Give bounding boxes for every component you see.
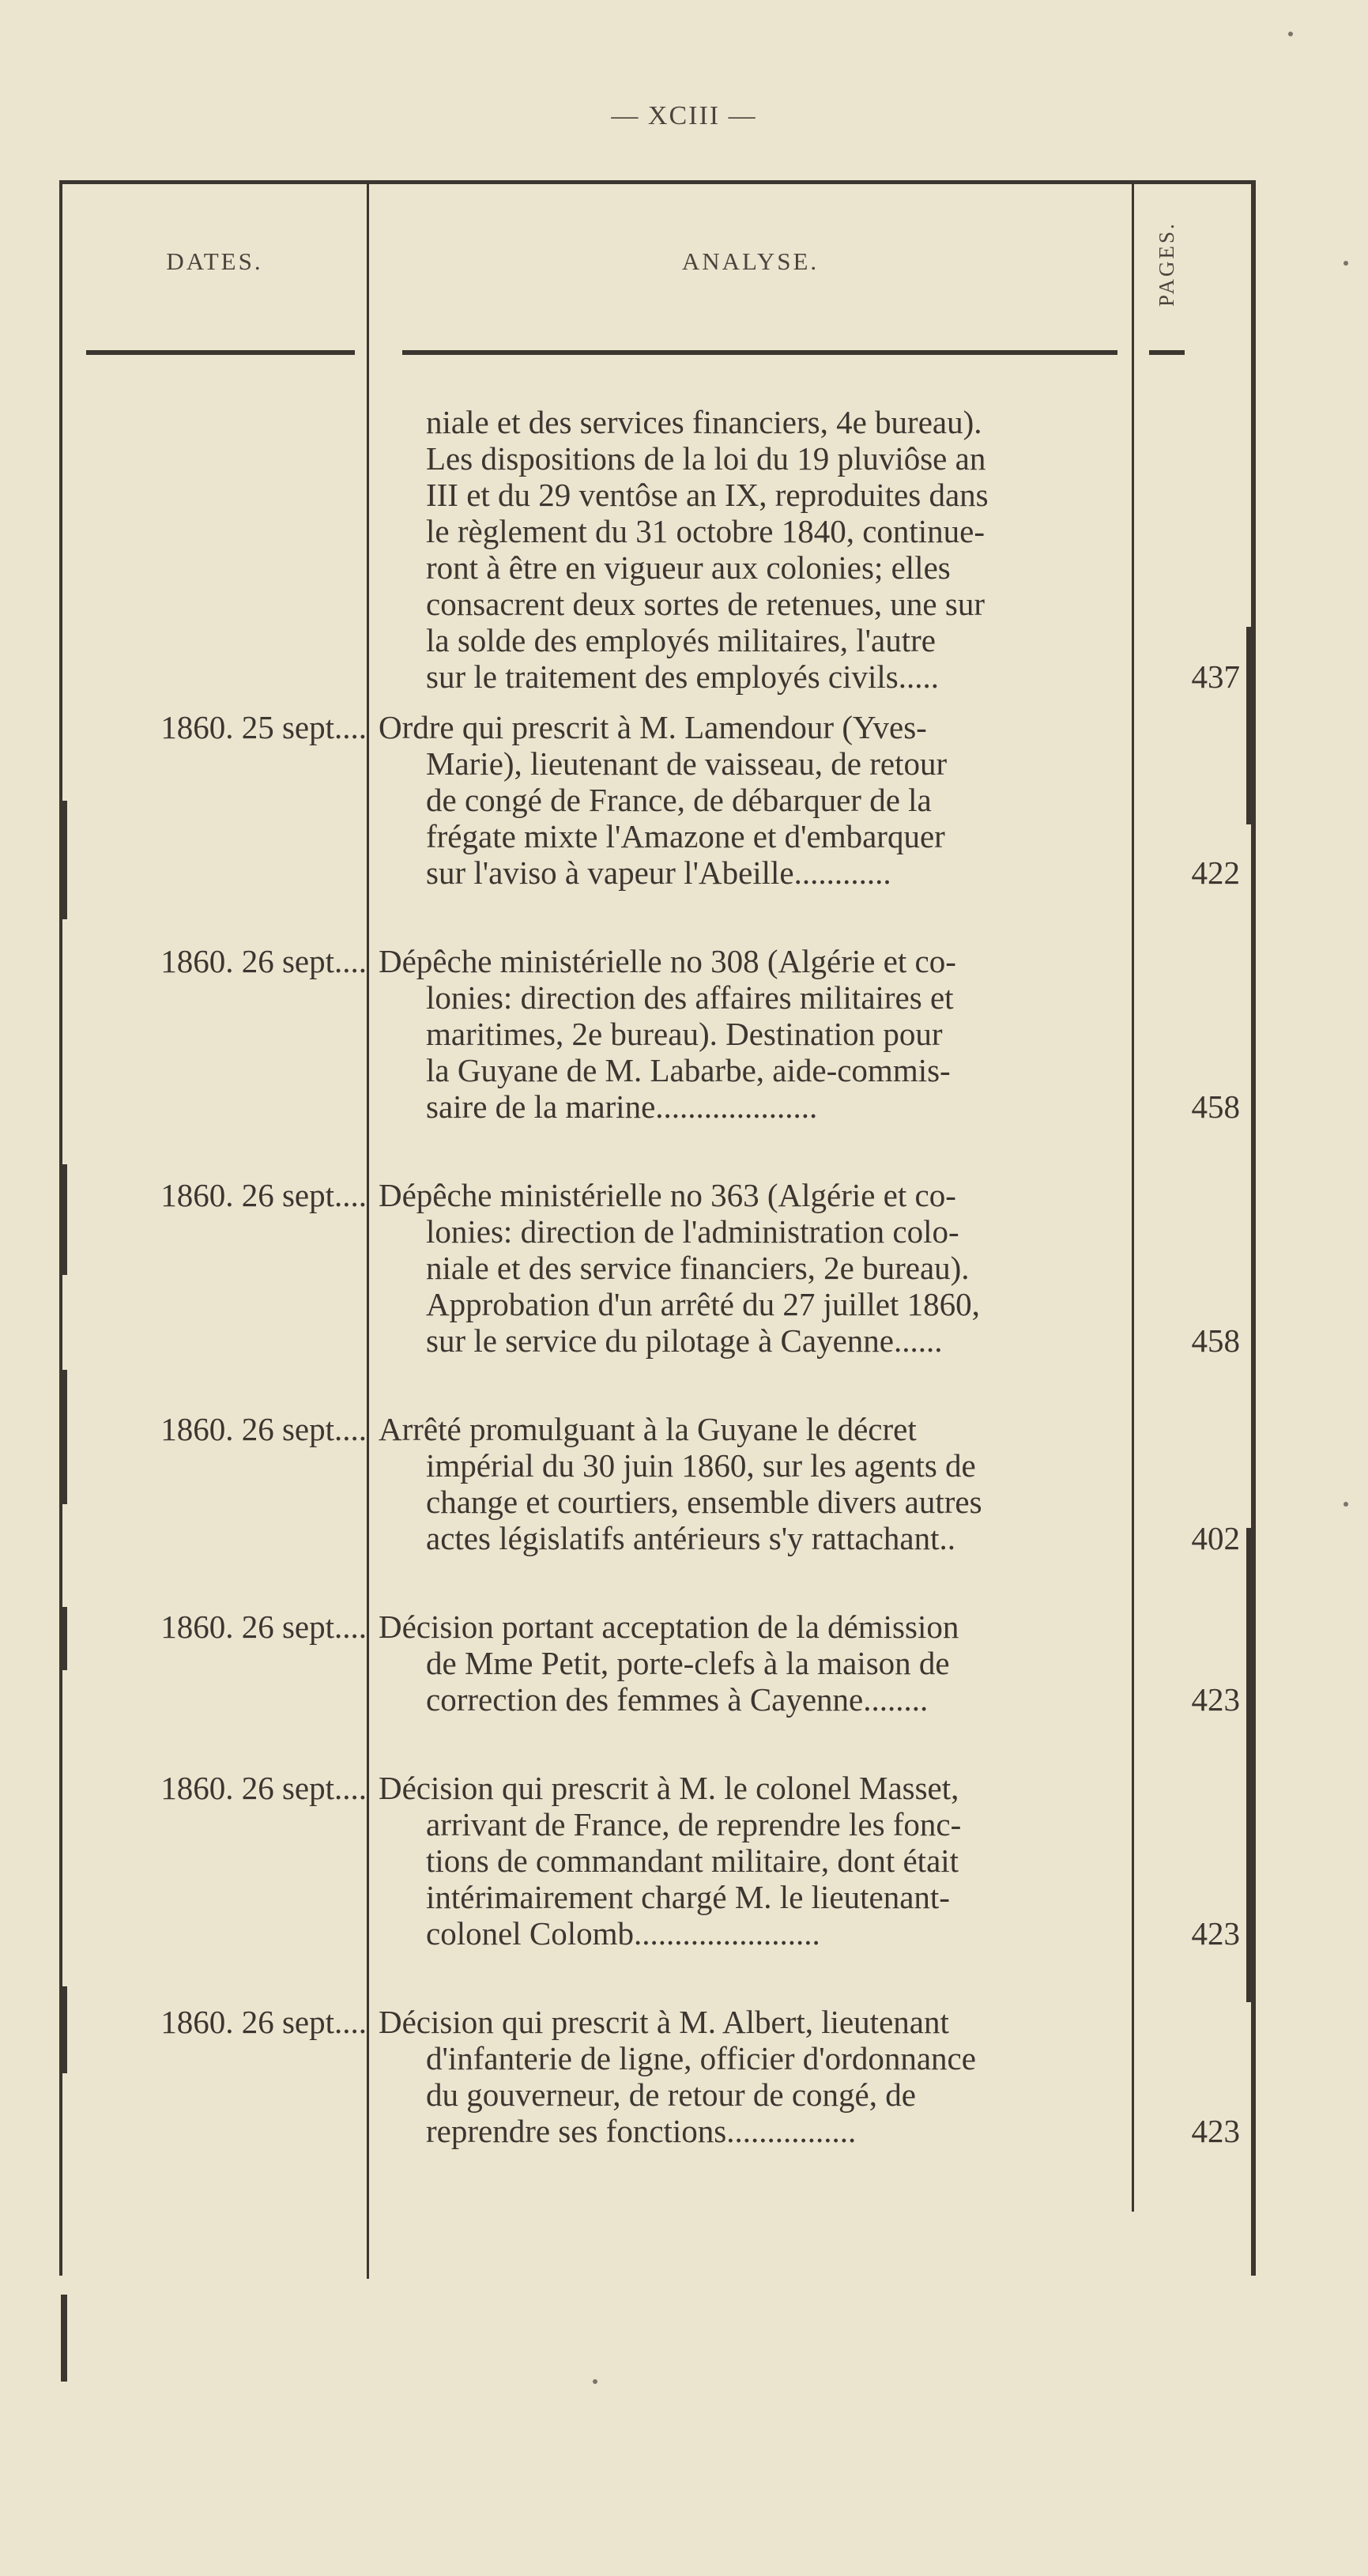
entry-date: 1860. 26 sept.... (160, 1609, 367, 1645)
header-rule-dates (86, 350, 355, 355)
analysis-line: Dépêche ministérielle no 308 (Algérie et co- (379, 943, 956, 979)
column-divider-pages (1132, 184, 1134, 2212)
margin-rule (61, 801, 67, 919)
margin-rule (1246, 627, 1252, 824)
index-table (59, 180, 1256, 2276)
analysis-line: reprendre ses fonctions................ (426, 2113, 857, 2149)
analysis-line: saire de la marine.................... (426, 1088, 818, 1125)
page-number: 423 (1191, 1681, 1240, 1718)
paper-speck (1344, 1502, 1348, 1507)
entry-analysis (379, 1609, 1120, 1718)
page-number: 437 (1191, 658, 1240, 695)
analysis-line: Ordre qui prescrit à M. Lamendour (Yves- (379, 709, 927, 745)
analysis-line: de Mme Petit, porte-clefs à la maison de (426, 1645, 950, 1681)
analysis-line: du gouverneur, de retour de congé, de (426, 2076, 916, 2113)
analysis-line: tions de commandant militaire, dont était (426, 1842, 959, 1879)
header-analyse: ANALYSE. (681, 247, 820, 275)
header-rule-analyse (402, 350, 1117, 355)
analysis-line: Dépêche ministérielle no 363 (Algérie et co- (379, 1177, 956, 1213)
analysis-line: le règlement du 31 octobre 1840, continue- (426, 513, 985, 549)
entry-analysis (379, 1177, 1120, 1359)
analysis-line: Les dispositions de la loi du 19 pluviôse an (426, 440, 986, 477)
analysis-line: niale et des services financiers, 4e bureau). (426, 404, 982, 440)
page-number: 402 (1191, 1520, 1240, 1556)
analysis-line: actes législatifs antérieurs s'y rattachant.. (426, 1520, 955, 1556)
analysis-line: correction des femmes à Cayenne........ (426, 1681, 929, 1718)
entry-analysis (379, 943, 1120, 1125)
page-number: 458 (1191, 1322, 1240, 1359)
analysis-line: d'infanterie de ligne, officier d'ordonnance (426, 2040, 976, 2076)
analysis-line: arrivant de France, de reprendre les fonc- (426, 1806, 962, 1842)
analysis-line: niale et des service financiers, 2e bureau). (426, 1250, 970, 1286)
header-rule-pages (1149, 350, 1185, 355)
analysis-line: Approbation d'un arrêté du 27 juillet 1860, (426, 1286, 980, 1322)
entry-analysis (379, 2004, 1120, 2149)
analysis-line: sur l'aviso à vapeur l'Abeille............ (426, 854, 891, 891)
margin-rule (1246, 1528, 1252, 2002)
analysis-line: sur le traitement des employés civils..... (426, 658, 940, 695)
entry-date: 1860. 25 sept.... (160, 709, 367, 745)
entry-analysis (379, 709, 1120, 891)
analysis-line: III et du 29 ventôse an IX, reproduites dans (426, 477, 989, 513)
analysis-line: de congé de France, de débarquer de la (426, 782, 932, 818)
entry-date: 1860. 26 sept.... (160, 1770, 367, 1806)
entry-analysis (379, 404, 1120, 695)
analysis-line: consacrent deux sortes de retenues, une sur (426, 586, 985, 622)
header-pages: PAGES. (1155, 221, 1178, 307)
analysis-line: Décision portant acceptation de la démission (379, 1609, 959, 1645)
running-head: — XCIII — (611, 101, 757, 130)
analysis-line: Décision qui prescrit à M. Albert, lieutenant (379, 2004, 949, 2040)
page-number: 422 (1191, 854, 1240, 891)
analysis-line: la solde des employés militaires, l'autre (426, 622, 936, 658)
page-number: 458 (1191, 1088, 1240, 1125)
analysis-line: lonies: direction des affaires militaires et (426, 979, 954, 1016)
entry-analysis (379, 1411, 1120, 1556)
paper-speck (593, 2379, 597, 2384)
analysis-line: maritimes, 2e bureau). Destination pour (426, 1016, 943, 1052)
analysis-line: change et courtiers, ensemble divers autres (426, 1484, 982, 1520)
paper-speck (1288, 32, 1293, 36)
margin-rule (61, 2295, 67, 2382)
entry-date: 1860. 26 sept.... (160, 943, 367, 979)
analysis-line: sur le service du pilotage à Cayenne...... (426, 1322, 943, 1359)
analysis-line: frégate mixte l'Amazone et d'embarquer (426, 818, 945, 854)
analysis-line: ront à être en vigueur aux colonies; elles (426, 549, 951, 586)
analysis-line: impérial du 30 juin 1860, sur les agents de (426, 1447, 976, 1484)
entry-date: 1860. 26 sept.... (160, 1411, 367, 1447)
analysis-line: la Guyane de M. Labarbe, aide-commis- (426, 1052, 951, 1088)
page-number: 423 (1191, 2113, 1240, 2149)
analysis-line: Décision qui prescrit à M. le colonel Masset, (379, 1770, 959, 1806)
column-divider-dates (367, 184, 369, 2279)
header-dates: DATES. (166, 247, 263, 275)
entry-date: 1860. 26 sept.... (160, 2004, 367, 2040)
analysis-line: Marie), lieutenant de vaisseau, de retour (426, 745, 948, 782)
entry-date: 1860. 26 sept.... (160, 1177, 367, 1213)
paper-speck (1344, 261, 1348, 266)
analysis-line: lonies: direction de l'administration colo- (426, 1213, 959, 1250)
analysis-line: Arrêté promulguant à la Guyane le décret (379, 1411, 917, 1447)
analysis-line: colonel Colomb....................... (426, 1915, 820, 1952)
entry-analysis (379, 1770, 1120, 1952)
page-number: 423 (1191, 1915, 1240, 1952)
analysis-line: intérimairement chargé M. le lieutenant- (426, 1879, 950, 1915)
